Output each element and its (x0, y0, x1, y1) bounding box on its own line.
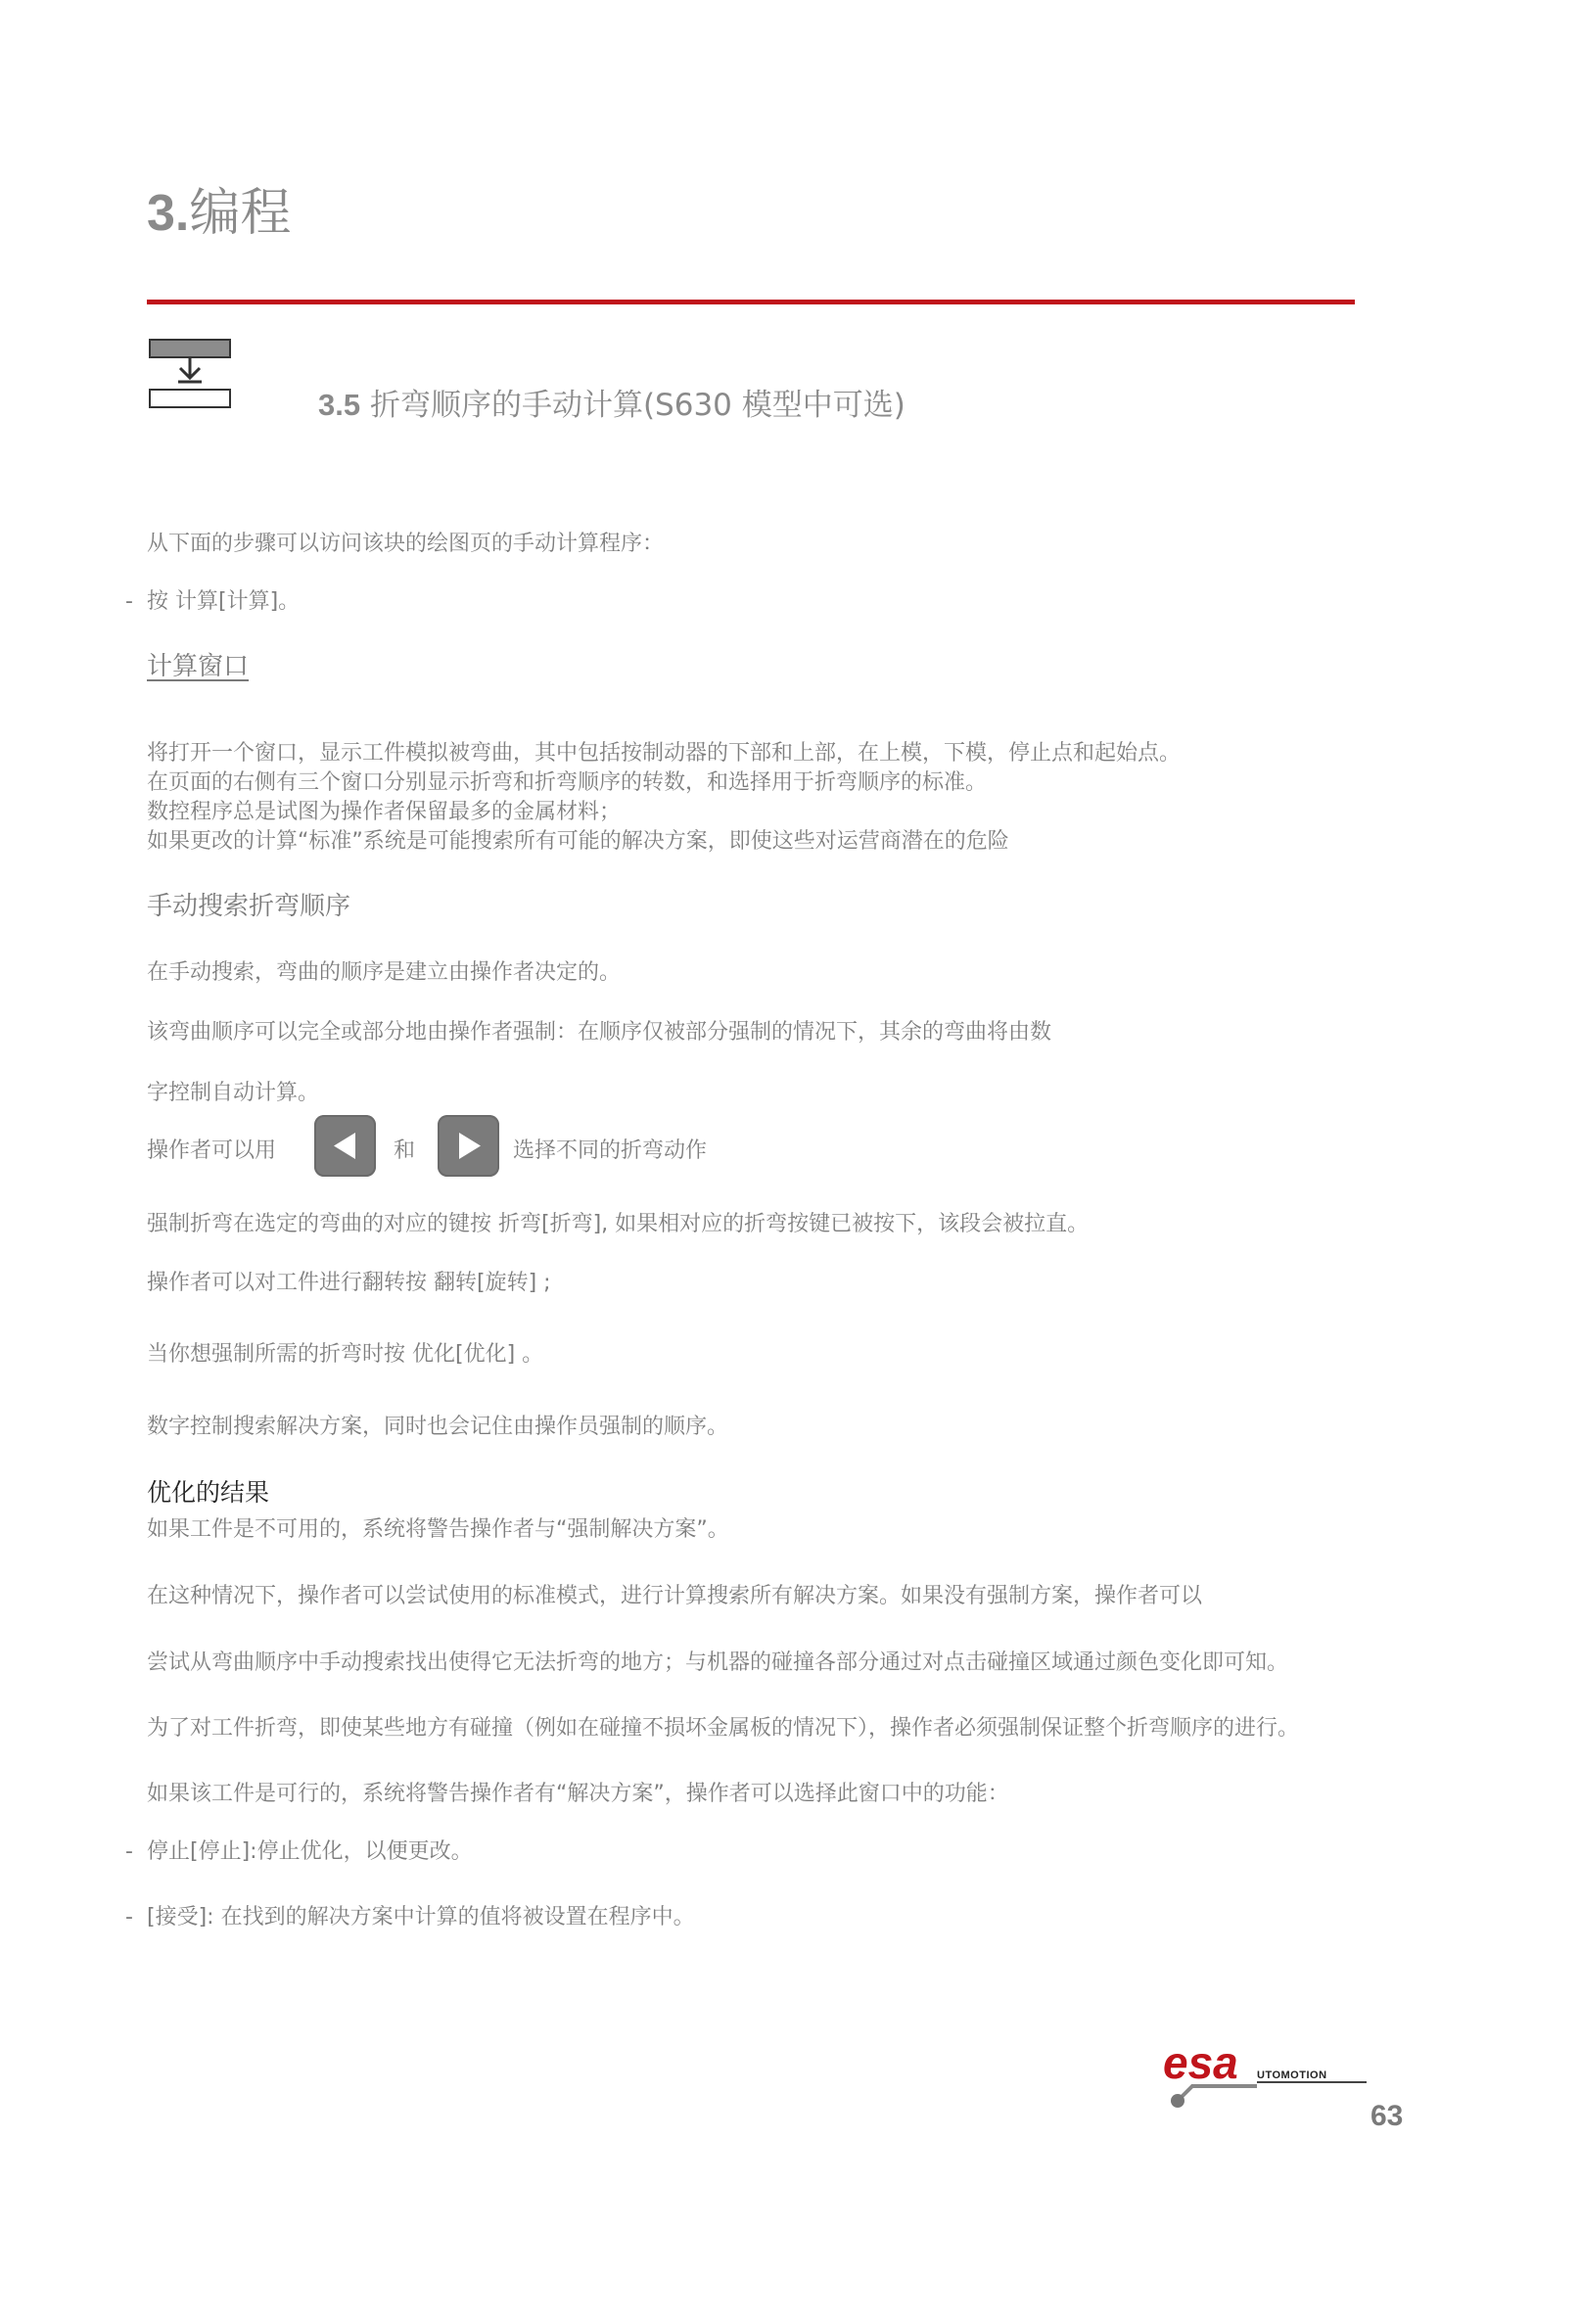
section-name: 折弯顺序的手动计算(S630 模型中可选) (369, 388, 906, 423)
arrow-down-panel-icon (149, 339, 231, 409)
bullet-accept-text: [接受]: 在找到的解决方案中计算的值将被设置在程序中。 (147, 1905, 695, 1929)
logo-wordmark: esa (1163, 2041, 1238, 2088)
select-prefix: 操作者可以用 (147, 1139, 277, 1163)
page-number: 63 (1370, 2100, 1404, 2132)
calc-window-line: 在页面的右侧有三个窗口分别显示折弯和折弯顺序的转数，和选择用于折弯顺序的标准。 (147, 770, 988, 795)
manual-search-p7: 数字控制搜索解决方案，同时也会记住由操作员强制的顺序。 (147, 1415, 729, 1439)
manual-search-p4: 强制折弯在选定的弯曲的对应的键按 折弯[折弯], 如果相对应的折弯按键已被按下，该段会被拉直。 (147, 1212, 1090, 1236)
bullet-accept: - [接受]: 在找到的解决方案中计算的值将被设置在程序中。 (125, 1905, 695, 1929)
logo-subtitle: UTOMOTION (1257, 2069, 1327, 2081)
chapter-title (147, 184, 292, 243)
manual-search-p3: 字控制自动计算。 (147, 1081, 320, 1105)
manual-search-p2: 该弯曲顺序可以完全或部分地由操作者强制：在顺序仅被部分强制的情况下，其余的弯曲将由数 (147, 1020, 1052, 1045)
results-heading: 优化的结果 (147, 1478, 270, 1507)
results-p5: 如果该工件是可行的，系统将警告操作者有“解决方案”，操作者可以选择此窗口中的功能： (147, 1782, 1009, 1806)
calc-window-line: 如果更改的计算“标准”系统是可能搜索所有可能的解决方案，即使这些对运营商潜在的危险 (147, 829, 1009, 854)
intro-text: 从下面的步骤可以访问该块的绘图页的手动计算程序： (147, 532, 665, 556)
esa-automotion-logo (1163, 2041, 1369, 2112)
select-and: 和 (394, 1139, 416, 1163)
manual-search-p1: 在手动搜索，弯曲的顺序是建立由操作者决定的。 (147, 960, 622, 985)
results-p1: 如果工件是不可用的，系统将警告操作者与“强制解决方案”。 (147, 1517, 729, 1542)
calc-window-line: 数控程序总是试图为操作者保留最多的金属材料； (147, 800, 622, 824)
step-press-calc: - 按 计算[计算]。 (125, 589, 301, 614)
manual-search-heading: 手动搜索折弯顺序 (147, 892, 351, 921)
chapter-number: 3. (147, 185, 190, 242)
left-arrow-key-icon[interactable] (314, 1115, 376, 1177)
chapter-name: 编程 (189, 184, 292, 243)
calc-window-line: 将打开一个窗口，显示工件模拟被弯曲，其中包括按制动器的下部和上部，在上模，下模，停止点和起始点。 (147, 741, 1182, 766)
bullet-stop: - 停止[停止]:停止优化，以便更改。 (125, 1839, 473, 1864)
section-number: 3.5 (318, 388, 361, 422)
manual-search-p6: 当你想强制所需的折弯时按 优化[优化] 。 (147, 1342, 544, 1367)
results-p2: 在这种情况下，操作者可以尝试使用的标准模式，进行计算搜索所有解决方案。如果没有强制方案，操作者可以 (147, 1584, 1203, 1608)
calc-window-heading: 计算窗口 (147, 652, 250, 681)
calc-window-text (147, 739, 1181, 857)
right-arrow-key-icon[interactable] (438, 1115, 499, 1177)
results-p3: 尝试从弯曲顺序中手动搜索找出使得它无法折弯的地方；与机器的碰撞各部分通过对点击碰撞区域通过颜色变化即可知。 (147, 1650, 1289, 1675)
manual-search-p5: 操作者可以对工件进行翻转按 翻转[旋转] ; (147, 1271, 551, 1295)
step-press-calc-text: 按 计算[计算]。 (147, 589, 301, 614)
bullet-stop-text: 停止[停止]:停止优化，以便更改。 (147, 1839, 473, 1864)
header-divider (147, 300, 1355, 304)
results-p4: 为了对工件折弯，即使某些地方有碰撞（例如在碰撞不损坏金属板的情况下），操作者必须强制保证整个折弯顺序的进行。 (147, 1716, 1300, 1741)
select-suffix: 选择不同的折弯动作 (513, 1139, 708, 1163)
section-title (318, 380, 906, 424)
